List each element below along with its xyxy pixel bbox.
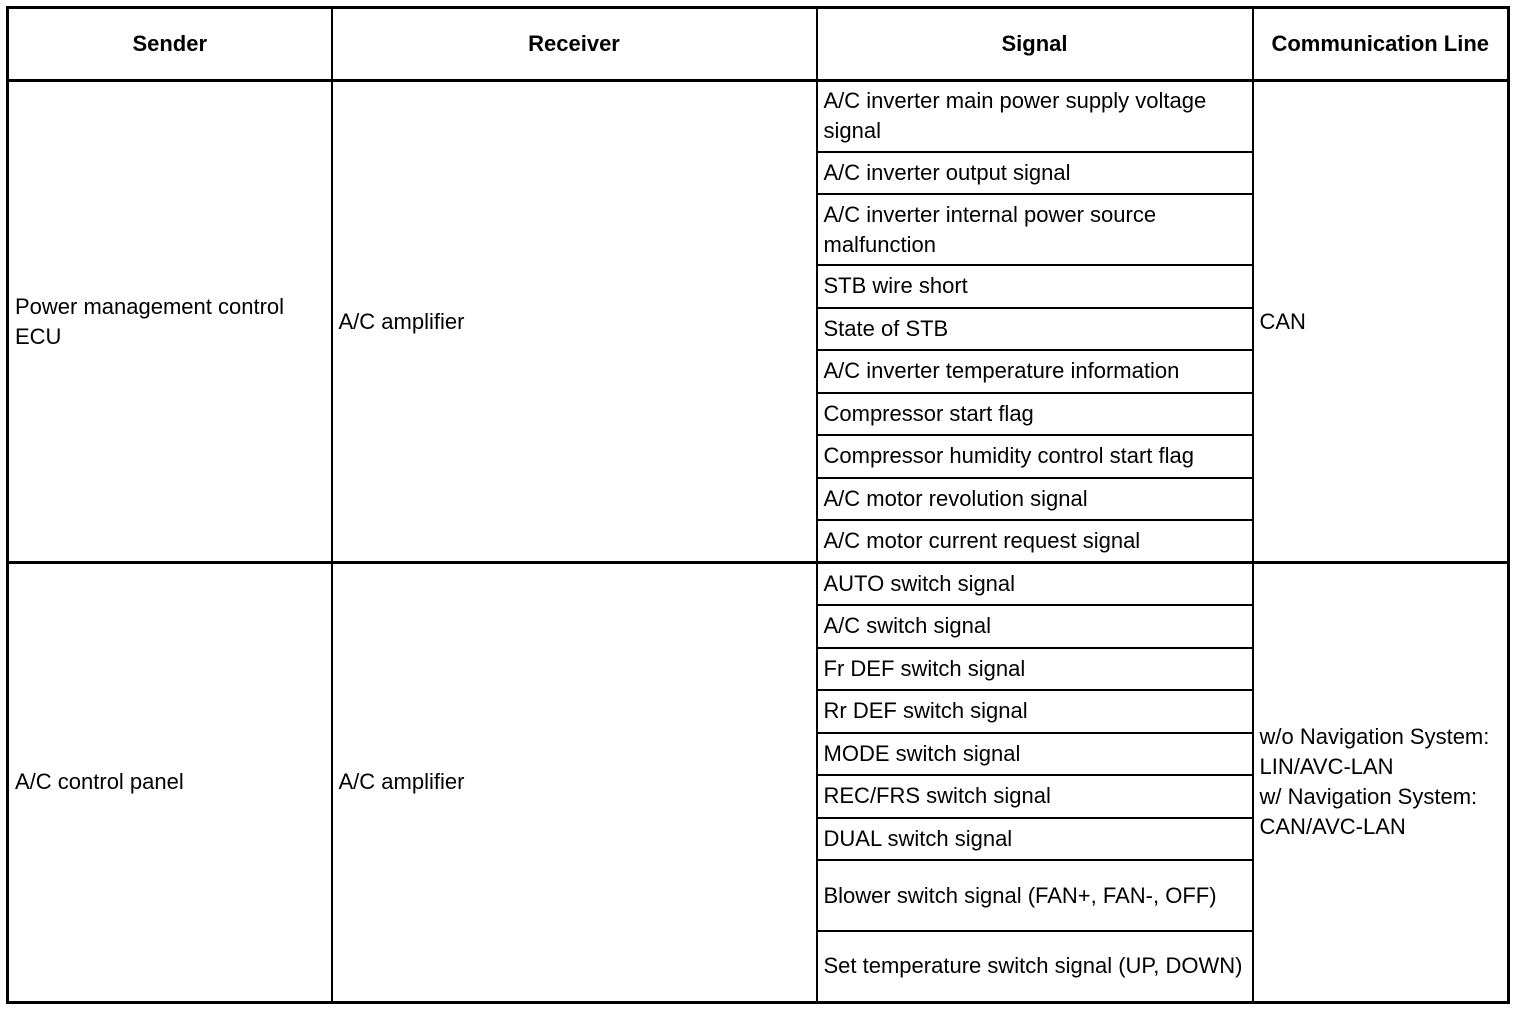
- sender-cell: Power management control ECU: [8, 81, 332, 563]
- header-sender: Sender: [8, 8, 332, 81]
- communication-line-cell: [1253, 563, 1509, 1003]
- signal-cell: A/C motor revolution signal: [817, 478, 1253, 521]
- header-signal: Signal: [817, 8, 1253, 81]
- communication-line-text: CAN/AVC-LAN: [1259, 814, 1406, 840]
- sender-cell: A/C control panel: [8, 563, 332, 1003]
- communication-table: [6, 6, 1510, 1004]
- signal-cell: A/C switch signal: [817, 605, 1253, 648]
- signal-cell: A/C motor current request signal: [817, 520, 1253, 563]
- table-row: [8, 81, 1509, 152]
- communication-line-text: w/ Navigation System:: [1259, 784, 1478, 810]
- table-row: [8, 563, 1509, 606]
- header-row: [8, 8, 1509, 81]
- signal-cell: A/C inverter output signal: [817, 152, 1253, 195]
- receiver-cell: A/C amplifier: [332, 563, 817, 1003]
- communication-line-text: w/o Navigation System:: [1259, 724, 1490, 750]
- signal-cell: Rr DEF switch signal: [817, 690, 1253, 733]
- signal-cell: Compressor humidity control start flag: [817, 435, 1253, 478]
- signal-cell: AUTO switch signal: [817, 563, 1253, 606]
- communication-line-text: LIN/AVC-LAN: [1259, 754, 1394, 780]
- signal-cell: State of STB: [817, 308, 1253, 351]
- signal-cell: A/C inverter internal power source malfunction: [817, 194, 1253, 265]
- signal-cell: Fr DEF switch signal: [817, 648, 1253, 691]
- signal-cell: STB wire short: [817, 265, 1253, 308]
- signal-cell: Compressor start flag: [817, 393, 1253, 436]
- signal-cell: A/C inverter temperature information: [817, 350, 1253, 393]
- signal-cell: Set temperature switch signal (UP, DOWN): [817, 931, 1253, 1002]
- signal-cell: A/C inverter main power supply voltage signal: [817, 81, 1253, 152]
- signal-cell: DUAL switch signal: [817, 818, 1253, 861]
- signal-cell: MODE switch signal: [817, 733, 1253, 776]
- receiver-cell: A/C amplifier: [332, 81, 817, 563]
- signal-cell: REC/FRS switch signal: [817, 775, 1253, 818]
- signal-cell: Blower switch signal (FAN+, FAN-, OFF): [817, 860, 1253, 931]
- communication-line-cell: CAN: [1253, 81, 1509, 563]
- header-receiver: Receiver: [332, 8, 817, 81]
- header-communication-line: Communication Line: [1253, 8, 1509, 81]
